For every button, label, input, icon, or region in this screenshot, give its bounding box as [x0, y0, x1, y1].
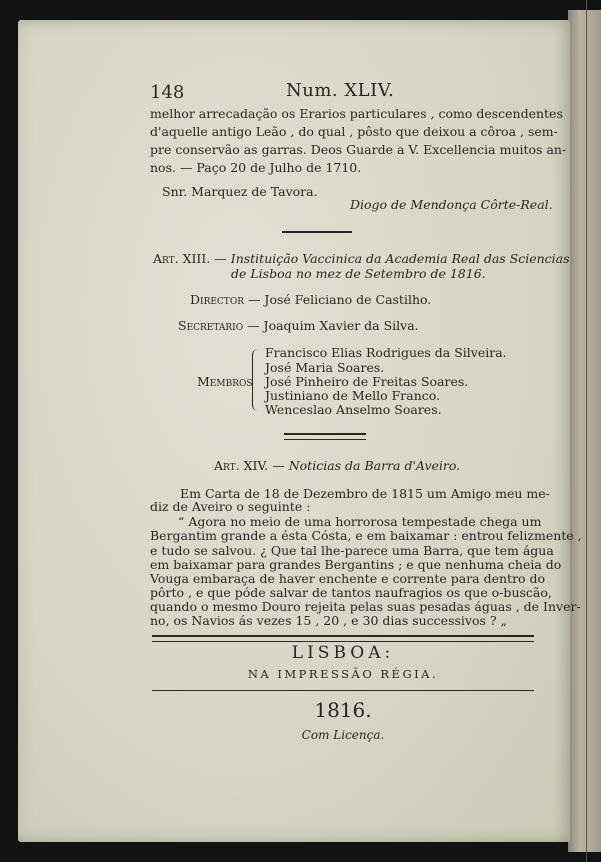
- running-header: Num. XLIV.: [286, 80, 395, 101]
- art14-line-2: diz de Aveiro o seguinte :: [150, 499, 311, 514]
- art14-line-9: quando o mesmo Douro rejeita pelas suas pesadas águas , de Inver-: [150, 599, 581, 614]
- section-divider: [282, 231, 352, 233]
- director-row: [190, 292, 431, 307]
- imprint-year: 1816.: [314, 698, 372, 722]
- art14-line-3: “ Agora no meio de uma horrorosa tempestade chega um: [178, 514, 542, 529]
- art13-title-line2: de Lisboa no mez de Setembro de 1816.: [231, 266, 486, 281]
- art13-title-line1: Instituição Vaccinica da Academia Real das Sciencias: [230, 251, 570, 266]
- art14-line-8: pôrto , e que póde salvar de tantos naufragios os que o-buscão,: [150, 585, 552, 600]
- art14-line-10: no, os Navios ás vezes 15 , 20 , e 30 dias successivos ? „: [150, 613, 508, 628]
- member-5: Wenceslao Anselmo Soares.: [265, 402, 442, 417]
- art14-line-1: Em Carta de 18 de Dezembro de 1815 um Amigo meu me-: [180, 486, 550, 501]
- imprint-rule-mid: [152, 690, 534, 691]
- art14-line-5: e tudo se salvou. ¿ Que tal lhe-parece uma Barra, que tem água: [150, 543, 554, 558]
- art13-label: Art. XIII. —: [153, 251, 227, 266]
- page-gutter-line: [586, 0, 587, 862]
- member-4: Justiniano de Mello Franco.: [265, 388, 441, 403]
- member-1: Francisco Elias Rodrigues da Silveira.: [265, 345, 507, 360]
- secretario-value: — Joaquim Xavier da Silva.: [247, 318, 419, 333]
- section-divider-double: [284, 433, 366, 440]
- page-number: 148: [150, 82, 185, 103]
- art14-label: Art. XIV. —: [214, 458, 285, 473]
- art14-line-6: em baixamar para grandes Bergantins ; e que nenhuma cheia do: [150, 557, 562, 572]
- art13-heading: [153, 251, 570, 266]
- imprint-rule-top: [152, 635, 534, 642]
- secretario-row: [178, 318, 419, 333]
- member-3: José Pinheiro de Freitas Soares.: [265, 374, 469, 389]
- imprint-license: Com Licença.: [301, 728, 385, 742]
- art14-heading: [214, 458, 460, 473]
- art14-title: Noticias da Barra d'Aveiro.: [288, 458, 461, 473]
- intro-line-4: nos. — Paço 20 de Julho de 1710.: [150, 160, 362, 175]
- signature: Diogo de Mendonça Côrte-Real.: [350, 197, 553, 212]
- director-value: — José Feliciano de Castilho.: [247, 292, 432, 307]
- art14-line-4: Bergantim grande a ésta Cósta, e em baixamar : entrou felizmente ,: [150, 528, 582, 543]
- next-page-edge: [568, 10, 601, 852]
- member-2: José Maria Soares.: [265, 360, 385, 375]
- addressee: Snr. Marquez de Tavora.: [162, 184, 318, 199]
- intro-line-2: d'aquelle antigo Leão , do qual , pôsto que deixou a côroa , sem-: [150, 124, 558, 139]
- secretario-label: Secretario: [178, 318, 244, 333]
- imprint-press: NA IMPRESSÃO RÉGIA.: [247, 667, 439, 681]
- members-brace: [252, 349, 263, 411]
- director-label: Director: [190, 292, 244, 307]
- membros-label: Membros: [197, 374, 253, 389]
- intro-line-1: melhor arrecadação os Erarios particulares , como descendentes: [150, 106, 563, 121]
- art14-line-7: Vouga embaraça de haver enchente e corrente para dentro do: [150, 571, 546, 586]
- intro-line-3: pre conservão as garras. Deos Guarde a V. Excellencia muitos an-: [150, 142, 567, 157]
- imprint-city: LISBOA:: [291, 643, 395, 663]
